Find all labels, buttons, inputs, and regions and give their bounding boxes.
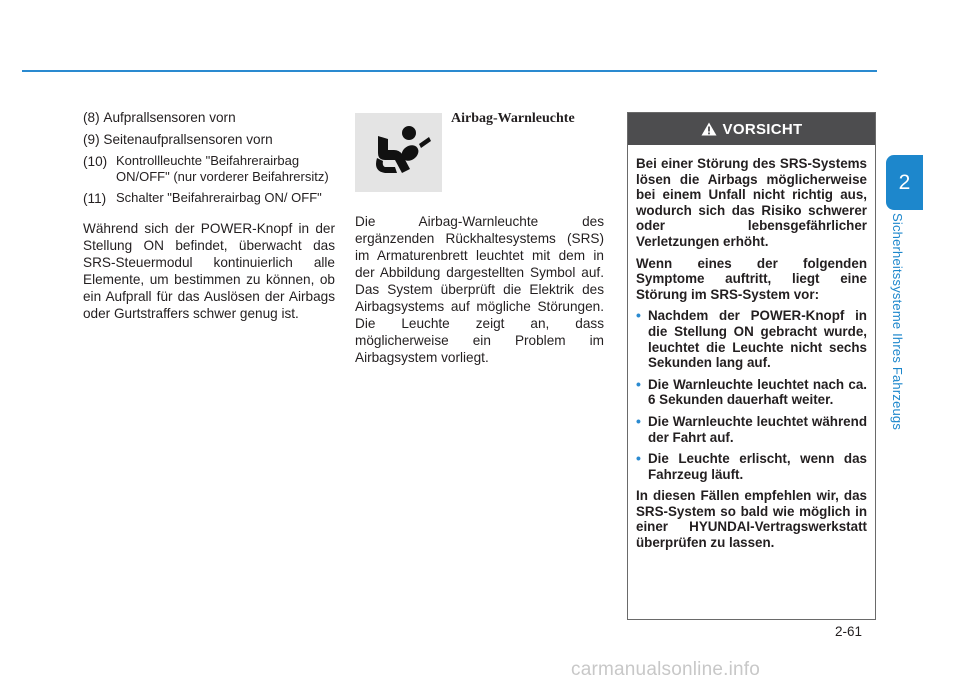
- list-item: [636, 377, 867, 408]
- caution-closing: In diesen Fällen empfehlen wir, das SRS-System so bald wie möglich in einer HYUNDAI-Vertragswerkstatt überprüfen zu lassen.: [636, 488, 867, 551]
- bullet-text: Die Warnleuchte leuchtet nach ca. 6 Sekunden dauerhaft weiter.: [648, 376, 867, 408]
- list-item: [83, 131, 335, 148]
- watermark: carmanualsonline.info: [571, 659, 761, 680]
- list-item-number: (10): [83, 154, 108, 169]
- airbag-warning-icon: [355, 113, 442, 192]
- chapter-title: Sicherheitssysteme Ihres Fahrzeugs: [890, 213, 905, 431]
- bullet-dot: •: [636, 450, 641, 467]
- bullet-text: Die Leuchte erlischt, wenn das Fahrzeug läuft.: [648, 451, 867, 482]
- list-item: [636, 414, 867, 445]
- list-item-number: (11): [83, 191, 107, 206]
- section-heading: Airbag-Warnleuchte: [451, 111, 575, 126]
- list-item-number: (8): [83, 110, 100, 125]
- bullet-dot: •: [636, 375, 641, 392]
- caution-lead: Wenn eines der folgenden Symptome auftritt, liegt eine Störung im SRS-System vor:: [636, 255, 867, 302]
- list-item-text: Aufprallsensoren vorn: [103, 110, 236, 125]
- caution-header: [628, 113, 875, 145]
- page-number: 2-61: [835, 624, 863, 639]
- chapter-number: 2: [898, 170, 911, 194]
- list-item: [636, 451, 867, 482]
- caution-intro: Bei einer Störung des SRS-Systems lösen die Airbags möglicherweise bei einem Unfall nicht richtig aus, wodurch sich das Risiko schwerer oder lebensgefährlicher Verletzungen erhöht.: [636, 156, 867, 249]
- left-column: [83, 109, 335, 322]
- caution-box: [627, 112, 876, 620]
- middle-paragraph: Die Airbag-Warnleuchte des ergänzenden Rückhaltesystems (SRS) im Armaturenbrett leuchtet mit dem in der Abbildung dargestellten Symbol auf. Das System überprüft die Elektrik des Airbagsystems auf mögliche Störungen. Die Leuchte zeigt an, dass möglicherweise ein Problem im Airbagsystem vorliegt.: [355, 214, 604, 365]
- list-item-text: Kontrollleuchte "Beifahrerairbag ON/OFF" (nur vorderer Beifahrersitz): [116, 153, 329, 184]
- caution-body: [628, 145, 875, 551]
- bullet-dot: •: [636, 307, 641, 324]
- list-item-text: Schalter "Beifahrerairbag ON/ OFF": [116, 190, 322, 205]
- bullet-text: Die Warnleuchte leuchtet während der Fahrt auf.: [648, 413, 867, 445]
- warning-triangle-icon: [701, 122, 717, 136]
- list-item: [83, 190, 335, 207]
- list-item: [83, 109, 335, 126]
- list-item: [636, 308, 867, 370]
- top-rule: [22, 70, 877, 72]
- bullet-dot: •: [636, 412, 641, 429]
- list-item-text: Seitenaufprallsensoren vorn: [103, 132, 273, 147]
- list-item-number: (9): [83, 132, 100, 147]
- list-item: [83, 153, 335, 185]
- left-paragraph: Während sich der POWER-Knopf in der Stellung ON befindet, überwacht das SRS-Steuermodul kontinuierlich alle Elemente, um bestimmen zu können, ob ein Aufprall für das Auslösen der Airbags oder Gurtstraffers schwer genug ist.: [83, 221, 335, 321]
- caution-title: VORSICHT: [722, 120, 803, 138]
- bullet-text: Nachdem der POWER-Knopf in die Stellung ON gebracht wurde, leuchtet die Leuchte nicht sechs Sekunden lang auf.: [648, 308, 867, 371]
